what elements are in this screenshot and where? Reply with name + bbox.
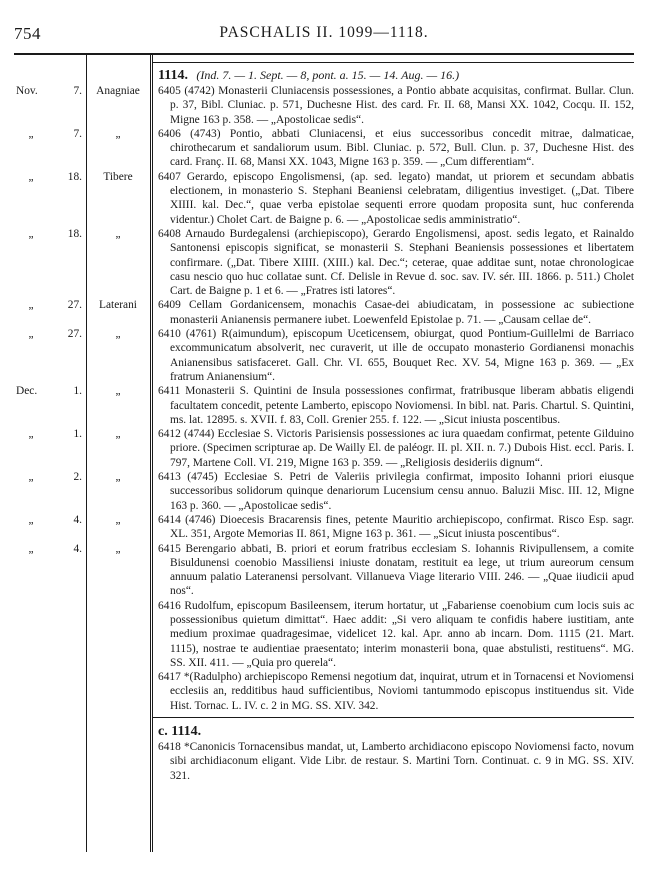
year-label: c. 1114.: [158, 724, 202, 740]
margin-month: „: [28, 128, 34, 140]
regest-entry: 6415 Berengario abbati, B. priori et eorum fratribus ecclesiam S. Iohannis Rivipullensem, a comite Bisuldunensi coenobio Massiliensi iniuste donatam, restituit ea lege, ut trium aureorum censum annuum palatio Lateranensi persolvant. Villanueva Viage literario VIII. 246. — „Quae iiudicii apud nos“.: [158, 542, 634, 598]
margin-place: Tibere: [103, 171, 133, 183]
regest-entry: 6405 (4742) Monasterii Cluniacensis possessiones, a Pontio abbate acquisitas, confirmat. Bullar. Clun. p. 37, Bibl. Cluniac. p. 571, Duchesne Hist. des card. Fr. II. 68, Mansi XX. 1042, Cocqu. II. 152, Migne 163 p. 358. — „Apostolicae sedis“.: [158, 85, 634, 126]
margin-place: „: [115, 328, 121, 340]
margin-place: Anagniae: [96, 85, 140, 97]
margin-month: „: [28, 299, 34, 311]
regest-entry: 6412 (4744) Ecclesiae S. Victoris Parisiensis possessiones ac iura quaedam confirmat, petente Gilduino priore. (Specimen scripturae ap. De Wailly El. de paléogr. II. pl. XII. n. 7.) Dubois Hist. eccl. Paris. I. 797, Martene Coll. VI. 219, Migne 163 p. 359. — „Religiosis desideriis dignum“.: [158, 428, 634, 469]
margin-month: „: [28, 428, 34, 440]
year-section: [158, 65, 634, 713]
regest-entry: 6413 (4745) Ecclesiae S. Petri de Valeriis privilegia confirmat, imposito Iohanni priori eiusque successoribus solidorum quinque denariorum Lucensium censu annuo. Baluzii Misc. III. 12, Migne 163 p. 360. — „Apostolicae sedis“.: [158, 471, 634, 512]
year-heading: [158, 721, 634, 740]
regest-entry: 6411 Monasterii S. Quintini de Insula possessiones confirmat, fratribusque liberam abbatis eligendi facultatem concedit, petente Lamberto, episcopo Noviomensi. In bibl. nat. Paris. Chartul. S. Quintini, ms. lat. 12895. s. XVII. f. 83, Coll. Grenier 255. f. 122. — „Sicut iniusta poscentibus.: [158, 385, 634, 426]
margin-month: Dec.: [16, 385, 38, 397]
year-meta: (Ind. 7. — 1. Sept. — 8, pont. a. 15. — 14. Aug. — 16.): [196, 68, 460, 82]
margin-day: 1.: [73, 385, 82, 397]
margin-day: 7.: [73, 128, 82, 140]
margin-day: 4.: [73, 514, 82, 526]
regest-entry: 6406 (4743) Pontio, abbati Cluniacensi, et eius successoribus concedit mitrae, dalmaticae, chirothecarum et sandaliorum usum. Bibl. Cluniac. p. 572, Bull. Clun. p. 37, Duchesne Hist. des card. Franç. II. 68, Mansi XX. 1043, Migne 163 p. 359. — „Cum differentiam“.: [158, 127, 634, 169]
margin-day: 27.: [67, 328, 82, 340]
margin-place: „: [115, 471, 121, 483]
year-label: 1114.: [158, 68, 188, 83]
margin-place: „: [115, 128, 121, 140]
regest-entry: 6417 *(Radulpho) archiepiscopo Remensi negotium dat, inquirat, utrum et in Tornacensi et Noviomensi ecclesiis an, redditibus haud sufficientibus, Noviomi tantummodo episcopus instituendus sit. Vide Hist. Tornac. L. IV. c. 2 in MG. SS. XIV. 342.: [158, 671, 634, 712]
margin-month: „: [28, 171, 34, 183]
header-rule: [14, 53, 634, 55]
margin-place: „: [115, 385, 121, 397]
margin-place: „: [115, 228, 121, 240]
regest-entry: 6407 Gerardo, episcopo Engolismensi, (ap. sed. legato) mandat, ut priorem et secundam abbatis electionem, in monasterio S. Stephani Beaniensi celebratam, diligentius investiget. („Dat. Tibere XIIII. kal. Dec.“, quae verba epistolae sequenti errore quodam proposita sunt, huc conferenda videntur.) Cholet Cart. de Baigne p. 6. — „Apostolicae sedis amministratio“.: [158, 170, 634, 226]
margin-day: 27.: [67, 299, 82, 311]
margin-day: 18.: [67, 171, 82, 183]
regest-entry: 6410 (4761) R(aimundum), episcopum Uceticensem, obiurgat, quod Pontium-Guillelmi de Barriaco excommunicatum absolverit, nec curaverit, ut ille de occupato monasterio Gordianensi monachis Anianensibus satisfaceret. Gall. Chr. VI. 655, Bouquet Rec. XV. 54, Migne 163 p. 369. — „Ex fratrum Anianensium“.: [158, 328, 634, 383]
running-header: [14, 24, 634, 44]
column-rule-text: [152, 55, 153, 852]
year-heading: [158, 65, 634, 84]
margin-month: „: [28, 328, 34, 340]
margin-place: „: [115, 514, 121, 526]
margin-place: „: [115, 543, 121, 555]
regest-entry: 6408 Arnaudo Burdegalensi (archiepiscopo), Gerardo Engolismensi, apost. sedis legato, et Rainaldo Santonensi episcopis significat, se monasterii S. Stephani Beaniensis possessiones et libertatem confirmare. („Dat. Tibere XIIII. (XIII.) kal. Dec.“; ceterae, quae additae sunt, notae chronologicae casu nescio quo huc collatae sunt. Cf. Delisle in Revue d. soc. sav. IV. sér. III. 1866. p. 511.) Cholet Cart. de Baigne p. 1 et 6. — „Fratres isti latores“.: [158, 227, 634, 298]
margin-day: 7.: [73, 85, 82, 97]
margin-place: „: [115, 428, 121, 440]
margin-month: Nov.: [16, 85, 38, 97]
margin-day: 1.: [73, 428, 82, 440]
margin-day: 4.: [73, 543, 82, 555]
section-rule: [152, 62, 634, 63]
year-section: [158, 721, 634, 783]
margin-day: 2.: [73, 471, 82, 483]
regest-entry: 6414 (4746) Dioecesis Bracarensis fines, petente Mauritio archiepiscopo, confirmat. Risco Esp. sagr. XL. 351, Argote Memorias II. 861, Migne 163 p. 361. — „Sicut iniusta poscentibus“.: [158, 513, 634, 541]
running-title: PASCHALIS II. 1099—1118.: [219, 24, 429, 41]
regest-entry: 6418 *Canonicis Tornacensibus mandat, ut, Lamberto archidiacono episcopo Noviomensi facto, novum sibi archidiaconum eligant. Vide Libr. de restaur. S. Martini Torn. Continuat. c. 9 in MG. SS. XIV. 321.: [158, 741, 634, 782]
regest-entry: 6416 Rudolfum, episcopum Basileensem, iterum hortatur, ut „Fabariense coenobium cum locis suis ac possessionibus quietum dimittat“. Haec addit: „Si vero aliquam te confidis habere iustitiam, ante medium proximae quadragesimae, videlicet 12. kal. Apr. anno ab incarn. Dom. 1115 (21. Mart. 1115), nostrae te audientiae praesentato; interim monasterii bona, quae abstulisti, restituens“. MG. SS. XII. 411. — „Quia pro querela“.: [158, 599, 634, 669]
regesta-column: [158, 65, 634, 783]
margin-month: „: [28, 514, 34, 526]
margin-place: Laterani: [99, 299, 137, 311]
margin-month: „: [28, 471, 34, 483]
column-rule-place: [150, 55, 151, 852]
page-number: 754: [14, 24, 41, 43]
margin-day: 18.: [67, 228, 82, 240]
margin-month: „: [28, 543, 34, 555]
margin-month: „: [28, 228, 34, 240]
regest-entry: 6409 Cellam Gordanicensem, monachis Casae-dei abiudicatam, in possessione ac subiectione monasterii Anianensis permanere iubet. Loewenfeld Epistolae p. 71. — „Causam cellae de“.: [158, 299, 634, 326]
